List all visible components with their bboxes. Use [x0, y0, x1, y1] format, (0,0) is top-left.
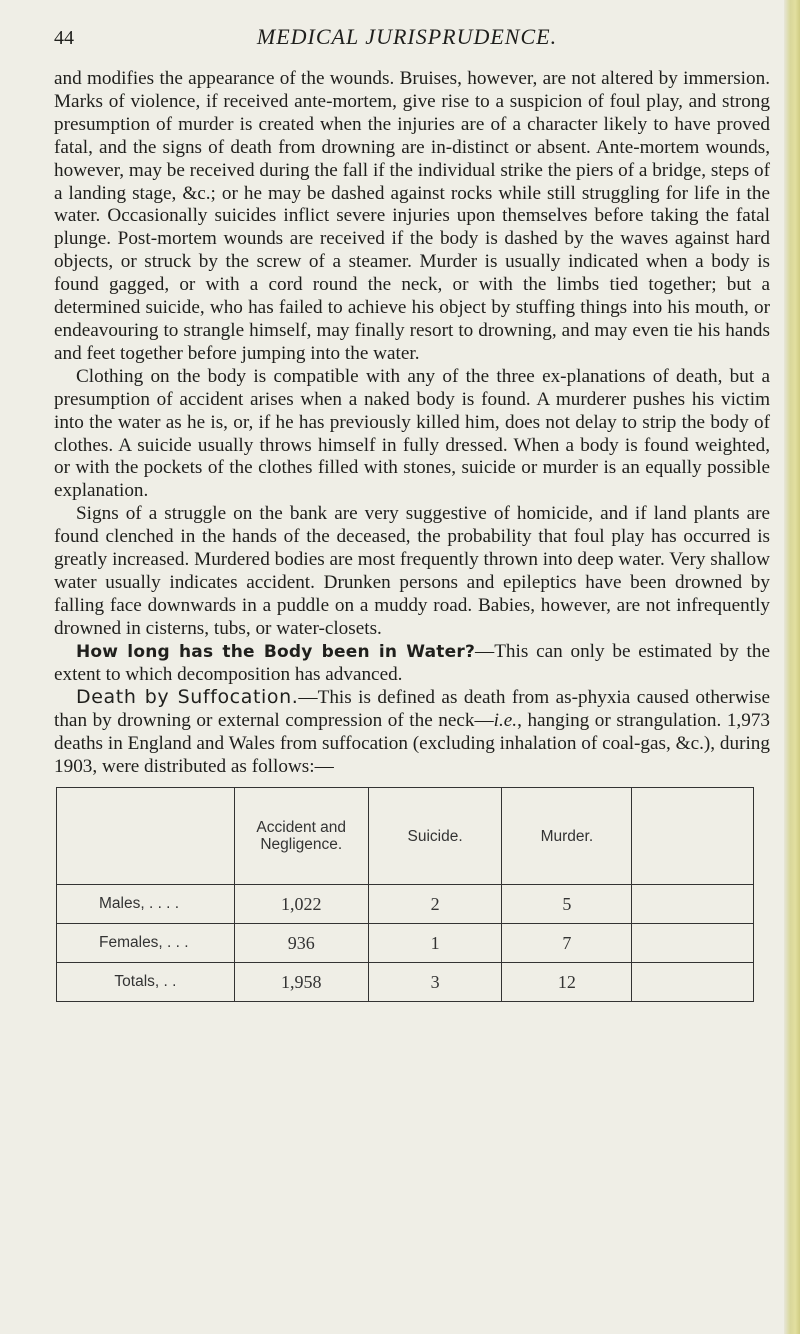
time-in-water-text: —This can only be estimated by the extent to which decomposition has advanced.	[54, 640, 770, 685]
cell-extra	[632, 885, 754, 924]
header-blank	[57, 788, 235, 885]
table-row	[57, 885, 754, 924]
cell-accident: 936	[234, 924, 368, 963]
suffocation-table-wrapper	[56, 787, 770, 1002]
cell-accident: 1,022	[234, 885, 368, 924]
book-page	[54, 24, 770, 1002]
table-header-row	[57, 788, 754, 885]
paragraph-clothing: Clothing on the body is compatible with any of the three ex-planations of death, but a presumption of accident arises when a naked body is found. A murderer pushes his victim into the water as he is, or, if he has previously killed him, does not delay to strip the body of clothes. A suicide usually throws himself in fully dressed. When a body is found weighted, or with the pockets of the clothes filled with stones, suicide or murder is an equally possible explanation.	[54, 365, 770, 502]
paragraph-time-in-water	[54, 641, 770, 687]
table-row	[57, 924, 754, 963]
totals-suicide: 3	[368, 963, 502, 1002]
totals-label: Totals, . .	[57, 963, 235, 1002]
cell-murder: 7	[502, 924, 632, 963]
paragraph-struggle: Signs of a struggle on the bank are very suggestive of homicide, and if land plants are found clenched in the hands of the deceased, the probability that foul play has occurred is greatly increased. Murdered bodies are most frequently thrown into deep water. Very shallow water usually indicates accident. Drunken persons and epileptics have been drowned by falling face downwards in a puddle on a muddy road. Babies, however, are not infrequently drowned in cisterns, tubs, or water-closets.	[54, 503, 770, 639]
body-text	[54, 68, 770, 779]
table-totals-row	[57, 963, 754, 1002]
side-heading-suffocation: Death by Suffocation.	[76, 686, 299, 709]
header-murder: Murder.	[502, 788, 632, 885]
paragraph-wounds: and modifies the appearance of the wounds. Bruises, however, are not altered by immersion. Marks of violence, if received ante-mortem, give rise to a suspicion of foul play, and strong presumption of murder is created when the injuries are of a character likely to have proved fatal, and the signs of death from drowning are in-distinct or absent. Ante-mortem wounds, however, may be received during the fall if the individual strike the piers of a bridge, steps of a landing stage, &c.; or he may be dashed against rocks while still struggling for life in the water. Occasionally suicides inflict severe injuries upon themselves before taking the fatal plunge. Post-mortem wounds are received if the body is dashed by the waves against hard objects, or struck by the screw of a steamer. Murder is usually indicated when a body is found gagged, or with a cord round the neck, or with the limbs tied together; but a determined suicide, who has failed to achieve his object by stuffing things into his mouth, or endeavouring to strangle himself, may finally resort to drowning, and may even tie his hands and feet together before jumping into the water.	[54, 68, 770, 364]
page-edge-shadow	[784, 0, 800, 1334]
row-label: Males, . . . .	[57, 885, 235, 924]
header-extra	[632, 788, 754, 885]
page-header	[54, 24, 770, 54]
totals-accident: 1,958	[234, 963, 368, 1002]
side-heading-time-in-water: How long has the Body been in Water?	[76, 641, 476, 662]
suffocation-text-a: —This is defined as death from as-phyxia caused otherwise than by drowning or external compression of the neck—	[54, 687, 770, 732]
totals-extra	[632, 963, 754, 1002]
row-label: Females, . . .	[57, 924, 235, 963]
header-suicide: Suicide.	[368, 788, 502, 885]
cell-suicide: 2	[368, 885, 502, 924]
cell-extra	[632, 924, 754, 963]
suffocation-ie: i.e.	[493, 710, 518, 732]
paragraph-suffocation	[54, 686, 770, 779]
suffocation-text-b: , hanging or strangulation. 1,973 deaths in England and Wales from suffocation (excluding inhalation of coal-gas, &c.), during 1903, were distributed as follows:—	[54, 710, 771, 778]
page-number: 44	[54, 27, 74, 49]
suffocation-table	[56, 787, 754, 1002]
cell-suicide: 1	[368, 924, 502, 963]
cell-murder: 5	[502, 885, 632, 924]
totals-murder: 12	[502, 963, 632, 1002]
running-title: MEDICAL JURISPRUDENCE.	[256, 24, 558, 49]
header-accident: Accident and Negligence.	[234, 788, 368, 885]
